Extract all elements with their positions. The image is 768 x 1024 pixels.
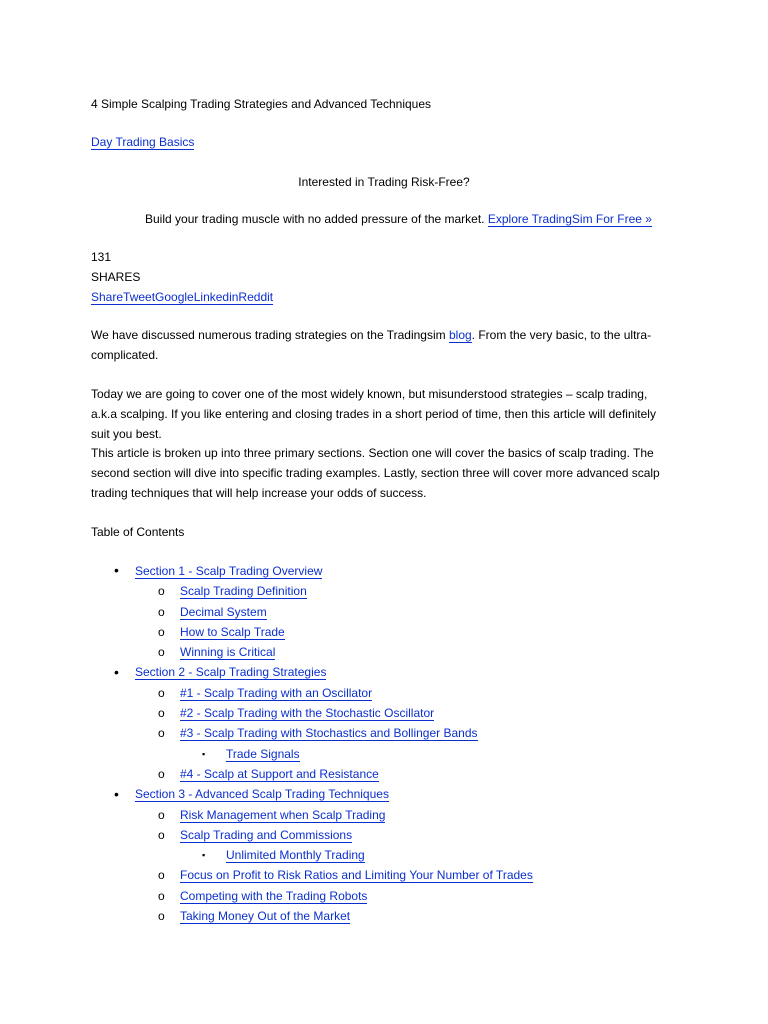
toc-link-section-2[interactable]: Section 2 - Scalp Trading Strategies bbox=[135, 665, 327, 679]
circle-bullet-icon: o bbox=[158, 625, 165, 639]
toc-label: Table of Contents bbox=[91, 525, 185, 539]
toc-item-3-2-1 bbox=[226, 848, 365, 862]
toc-item-3-1 bbox=[180, 808, 385, 822]
toc-link-3-4[interactable]: Competing with the Trading Robots bbox=[180, 889, 368, 903]
toc-item-2-1 bbox=[180, 686, 372, 700]
bullet-icon: • bbox=[114, 664, 119, 680]
toc-item-1-2 bbox=[180, 605, 267, 619]
blog-link[interactable]: blog bbox=[448, 328, 472, 342]
circle-bullet-icon: o bbox=[158, 889, 165, 903]
toc-link-2-2[interactable]: #2 - Scalp Trading with the Stochastic Oscillator bbox=[180, 706, 435, 720]
toc-item-section-2 bbox=[135, 665, 326, 679]
promo-link[interactable]: Explore TradingSim For Free » bbox=[487, 212, 652, 226]
toc-link-2-4[interactable]: #4 - Scalp at Support and Resistance bbox=[180, 767, 379, 781]
paragraph-intro-text-a: We have discussed numerous trading strategies on the Tradingsim bbox=[91, 328, 446, 342]
category-link-wrap bbox=[91, 135, 194, 149]
share-links[interactable]: ShareTweetGoogleLinkedinReddit bbox=[91, 290, 274, 304]
category-link[interactable]: Day Trading Basics bbox=[91, 135, 195, 149]
toc-item-3-3 bbox=[180, 868, 533, 882]
square-bullet-icon: ▪ bbox=[202, 850, 206, 860]
toc-item-3-5 bbox=[180, 909, 350, 923]
square-bullet-icon: ▪ bbox=[202, 749, 206, 759]
circle-bullet-icon: o bbox=[158, 645, 165, 659]
toc-item-1-3 bbox=[180, 625, 285, 639]
toc-link-section-1[interactable]: Section 1 - Scalp Trading Overview bbox=[135, 564, 323, 578]
circle-bullet-icon: o bbox=[158, 808, 165, 822]
circle-bullet-icon: o bbox=[158, 767, 165, 781]
paragraph-intro-text-b: . From the very basic, to the ultra-complicated. bbox=[91, 328, 652, 362]
promo-line bbox=[145, 212, 652, 226]
article-title: 4 Simple Scalping Trading Strategies and Advanced Techniques bbox=[91, 97, 432, 111]
promo-heading: Interested in Trading Risk-Free? bbox=[298, 175, 470, 189]
toc-link-2-3-1[interactable]: Trade Signals bbox=[226, 747, 300, 761]
toc-item-2-4 bbox=[180, 767, 379, 781]
toc-item-3-4 bbox=[180, 889, 367, 903]
circle-bullet-icon: o bbox=[158, 909, 165, 923]
toc-item-2-2 bbox=[180, 706, 434, 720]
toc-item-1-1 bbox=[180, 584, 307, 598]
paragraph-overview: Today we are going to cover one of the most widely known, but misunderstood strategies – scalp trading, a.k.a scalping. If you like entering and closing trades in a short period of time, then this article will definitely suit you best. bbox=[91, 387, 656, 441]
circle-bullet-icon: o bbox=[158, 584, 165, 598]
paragraph-intro bbox=[91, 325, 681, 365]
toc-link-1-4[interactable]: Winning is Critical bbox=[180, 645, 276, 659]
toc-item-2-3 bbox=[180, 726, 478, 740]
promo-text: Build your trading muscle with no added pressure of the market. bbox=[145, 212, 485, 226]
toc-link-3-3[interactable]: Focus on Profit to Risk Ratios and Limiting Your Number of Trades bbox=[180, 868, 533, 882]
circle-bullet-icon: o bbox=[158, 706, 165, 720]
toc-link-2-3[interactable]: #3 - Scalp Trading with Stochastics and Bollinger Bands bbox=[180, 726, 478, 740]
bullet-icon: • bbox=[114, 562, 119, 578]
toc-link-1-1[interactable]: Scalp Trading Definition bbox=[180, 584, 307, 598]
circle-bullet-icon: o bbox=[158, 605, 165, 619]
toc-item-2-3-1 bbox=[226, 747, 300, 761]
toc-link-1-3[interactable]: How to Scalp Trade bbox=[180, 625, 285, 639]
circle-bullet-icon: o bbox=[158, 686, 165, 700]
paragraph-sections: This article is broken up into three primary sections. Section one will cover the basics of scalp trading. The second section will dive into specific trading examples. Lastly, section three will cover more advanced scalp trading techniques that will help increase your odds of success. bbox=[91, 446, 660, 500]
circle-bullet-icon: o bbox=[158, 868, 165, 882]
toc-link-3-5[interactable]: Taking Money Out of the Market bbox=[180, 909, 351, 923]
share-links-wrap bbox=[91, 290, 273, 304]
toc-link-1-2[interactable]: Decimal System bbox=[180, 605, 267, 619]
toc-item-1-4 bbox=[180, 645, 275, 659]
toc-link-3-1[interactable]: Risk Management when Scalp Trading bbox=[180, 808, 386, 822]
toc-link-3-2-1[interactable]: Unlimited Monthly Trading bbox=[226, 848, 365, 862]
toc-link-section-3[interactable]: Section 3 - Advanced Scalp Trading Techniques bbox=[135, 787, 389, 801]
toc-link-3-2[interactable]: Scalp Trading and Commissions bbox=[180, 828, 353, 842]
toc-link-2-1[interactable]: #1 - Scalp Trading with an Oscillator bbox=[180, 686, 373, 700]
bullet-icon: • bbox=[114, 786, 119, 802]
circle-bullet-icon: o bbox=[158, 828, 165, 842]
circle-bullet-icon: o bbox=[158, 726, 165, 740]
share-label: SHARES bbox=[91, 270, 141, 284]
share-count: 131 bbox=[91, 250, 112, 264]
toc-item-section-1 bbox=[135, 564, 322, 578]
toc-item-3-2 bbox=[180, 828, 352, 842]
toc-item-section-3 bbox=[135, 787, 389, 801]
